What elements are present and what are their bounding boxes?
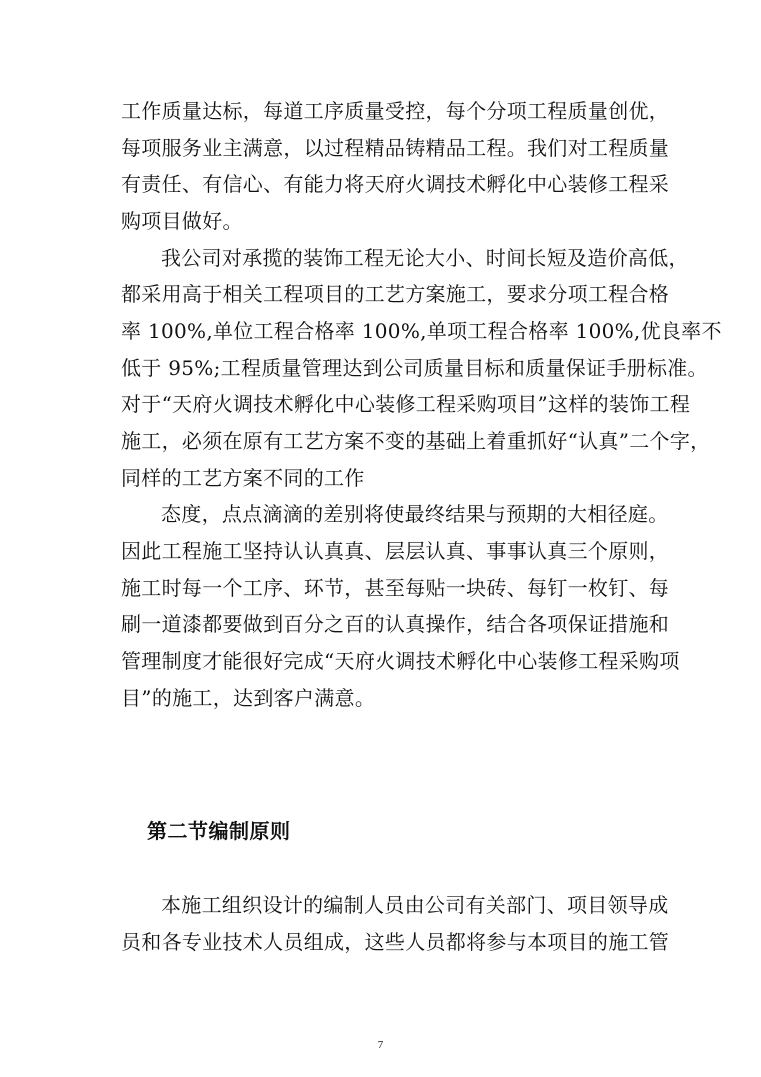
paragraph-2-line-1: 我公司对承揽的装饰工程无论大小、时间长短及造价高低， xyxy=(161,246,689,270)
paragraph-2-line-5: 对于“天府火调技术孵化中心装修工程采购项目”这样的装饰工程 xyxy=(121,392,691,416)
paragraph-3-line-6: 目”的施工，达到客户满意。 xyxy=(121,686,376,710)
paragraph-3-line-2: 因此工程施工坚持认认真真、层层认真、事事认真三个原则， xyxy=(121,539,670,563)
paragraph-1-line-3: 有责任、有信心、有能力将天府火调技术孵化中心装修工程采 xyxy=(121,172,670,196)
paragraph-1-line-1: 工作质量达标，每道工序质量受控，每个分项工程质量创优， xyxy=(121,99,670,123)
paragraph-3-line-4: 刷一道漆都要做到百分之百的认真操作，结合各项保证措施和 xyxy=(121,612,670,636)
paragraph-1-line-4: 购项目做好。 xyxy=(121,209,243,233)
paragraph-1-line-2: 每项服务业主满意，以过程精品铸精品工程。我们对工程质量 xyxy=(121,136,670,160)
paragraph-3-line-5: 管理制度才能很好完成“天府火调技术孵化中心装修工程采购项 xyxy=(121,649,680,673)
paragraph-2-line-2: 都采用高于相关工程项目的工艺方案施工，要求分项工程合格 xyxy=(121,282,670,306)
paragraph-2-line-4: 低于 95%;工程质量管理达到公司质量目标和质量保证手册标准。 xyxy=(121,356,708,380)
paragraph-3-line-1: 态度，点点滴滴的差别将使最终结果与预期的大相径庭。 xyxy=(161,502,669,526)
page-number: 7 xyxy=(377,1039,384,1051)
paragraph-2-line-3: 率 100%,单位工程合格率 100%,单项工程合格率 100%,优良率不 xyxy=(121,319,722,343)
section-paragraph-line-2: 员和各专业技术人员组成，这些人员都将参与本项目的施工管 xyxy=(121,930,670,954)
paragraph-2-line-6: 施工，必须在原有工艺方案不变的基础上着重抓好“认真”二个字， xyxy=(121,429,711,453)
section-heading: 第二节编制原则 xyxy=(147,819,291,843)
paragraph-2-line-7: 同样的工艺方案不同的工作 xyxy=(121,466,365,490)
section-paragraph-line-1: 本施工组织设计的编制人员由公司有关部门、项目领导成 xyxy=(161,893,669,917)
paragraph-3-line-3: 施工时每一个工序、环节，甚至每贴一块砖、每钉一枚钉、每 xyxy=(121,576,670,600)
